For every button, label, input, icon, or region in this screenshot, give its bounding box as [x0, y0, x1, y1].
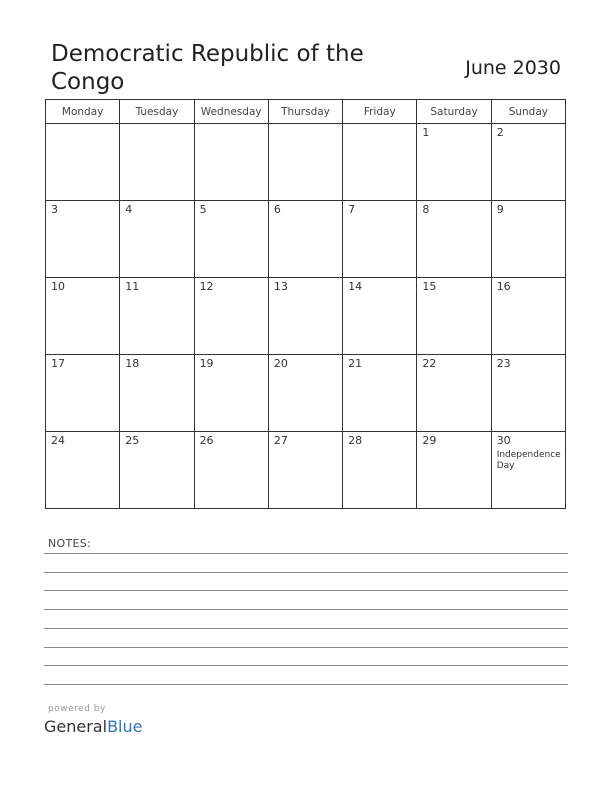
day-number: 27	[273, 434, 288, 447]
day-number: 9	[496, 203, 504, 216]
week-row	[46, 355, 566, 432]
day-number: 10	[51, 280, 65, 293]
day-cell	[120, 432, 194, 509]
brand-general-text: General	[44, 717, 108, 736]
day-cell	[268, 278, 342, 355]
day-number: 3	[51, 203, 58, 216]
note-line	[44, 647, 568, 648]
day-cell	[46, 432, 120, 509]
day-cell	[417, 355, 491, 432]
day-number: 6	[273, 203, 281, 216]
day-number: 20	[273, 357, 288, 370]
day-cell	[343, 278, 417, 355]
note-line	[44, 590, 568, 591]
day-cell	[491, 124, 565, 201]
day-number: 30	[496, 434, 511, 447]
day-number: 11	[125, 280, 140, 293]
day-cell	[194, 432, 268, 509]
day-cell	[120, 278, 194, 355]
day-number: 7	[348, 203, 356, 216]
weekday-header: Friday	[343, 100, 417, 124]
day-cell	[268, 124, 342, 201]
day-cell	[120, 201, 194, 278]
day-number: 16	[496, 280, 511, 293]
day-number: 26	[199, 434, 214, 447]
day-number: 4	[125, 203, 133, 216]
day-number: 21	[348, 357, 363, 370]
note-line	[44, 572, 568, 573]
day-number: 12	[199, 280, 214, 293]
day-number: 1	[422, 126, 430, 139]
day-cell	[417, 124, 491, 201]
day-cell	[343, 201, 417, 278]
note-line	[44, 665, 568, 666]
day-cell	[343, 355, 417, 432]
day-cell	[194, 278, 268, 355]
note-line	[44, 684, 568, 685]
day-number: 23	[496, 357, 511, 370]
weekday-header: Monday	[46, 100, 120, 124]
note-line	[44, 553, 568, 554]
day-cell	[120, 124, 194, 201]
day-cell	[46, 201, 120, 278]
day-number: 22	[422, 357, 437, 370]
day-number: 15	[422, 280, 437, 293]
day-number: 17	[51, 357, 65, 370]
day-number: 19	[199, 357, 214, 370]
note-line	[44, 628, 568, 629]
day-cell	[194, 201, 268, 278]
day-cell	[417, 432, 491, 509]
day-number: 25	[125, 434, 140, 447]
day-cell	[268, 201, 342, 278]
weekday-header: Saturday	[417, 100, 491, 124]
day-cell	[343, 432, 417, 509]
day-cell	[46, 278, 120, 355]
day-cell	[46, 355, 120, 432]
day-number: 2	[496, 126, 504, 139]
weekday-header-row	[46, 100, 566, 124]
holiday-label: Independence Day	[496, 450, 561, 471]
month-year-label: June 2030	[465, 57, 561, 79]
day-number: 13	[273, 280, 288, 293]
day-number: 29	[422, 434, 437, 447]
calendar-grid	[45, 99, 566, 509]
day-number: 8	[422, 203, 430, 216]
day-number: 5	[199, 203, 207, 216]
day-cell	[491, 278, 565, 355]
notes-label: NOTES:	[48, 537, 92, 550]
weekday-header: Sunday	[491, 100, 565, 124]
day-cell	[194, 355, 268, 432]
day-number: 18	[125, 357, 140, 370]
day-cell	[491, 355, 565, 432]
weekday-header: Thursday	[268, 100, 342, 124]
day-cell	[194, 124, 268, 201]
weekday-header: Tuesday	[120, 100, 194, 124]
day-number: 14	[348, 280, 363, 293]
day-cell	[491, 201, 565, 278]
day-number: 28	[348, 434, 363, 447]
note-line	[44, 609, 568, 610]
day-cell	[417, 201, 491, 278]
day-number: 24	[51, 434, 65, 447]
week-row	[46, 432, 566, 509]
week-row	[46, 124, 566, 201]
powered-by-text: powered by	[48, 704, 106, 714]
day-cell	[46, 124, 120, 201]
day-cell	[417, 278, 491, 355]
day-cell	[268, 432, 342, 509]
generalblue-logo	[44, 717, 142, 737]
day-cell	[491, 432, 565, 509]
brand-blue-text: Blue	[107, 717, 143, 736]
day-cell	[120, 355, 194, 432]
week-row	[46, 201, 566, 278]
weekday-header: Wednesday	[194, 100, 268, 124]
day-cell	[343, 124, 417, 201]
day-cell	[268, 355, 342, 432]
calendar-title: Democratic Republic of the Congo	[51, 41, 364, 95]
week-row	[46, 278, 566, 355]
